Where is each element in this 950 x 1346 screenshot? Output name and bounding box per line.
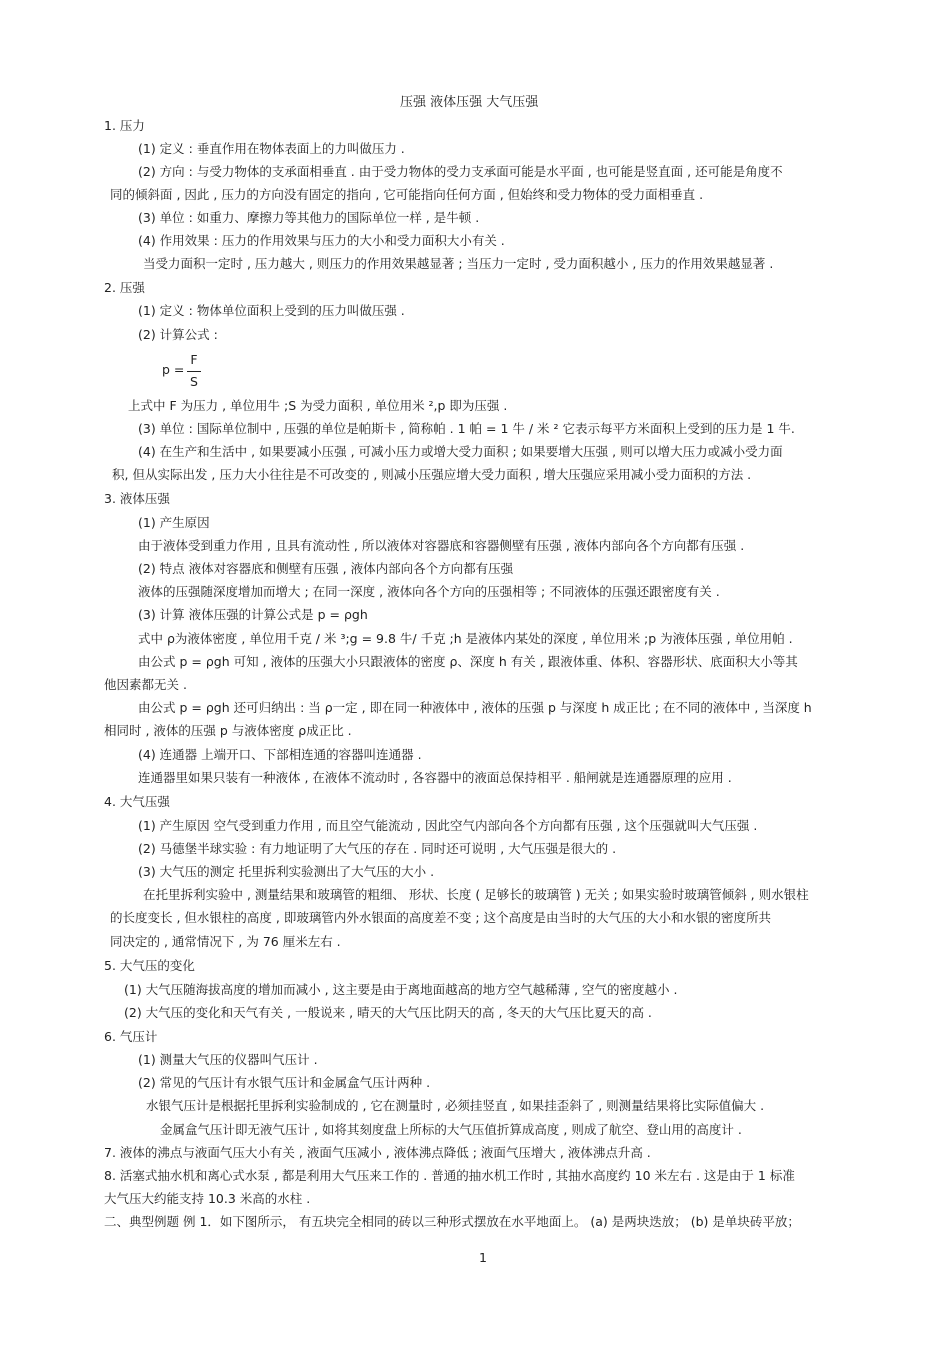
text-line: (2) 常见的气压计有水银气压计和金属盒气压计两种 . (138, 1075, 431, 1090)
text-line: 相同时 , 液体的压强 p 与液体密度 ρ成正比 . (104, 723, 352, 738)
text-line: (1) 测量大气压的仪器叫气压计 . (138, 1052, 318, 1067)
section-heading: 4. 大气压强 (104, 794, 170, 809)
section-heading: 3. 液体压强 (104, 491, 170, 506)
text-line: (1) 产生原因 空气受到重力作用 , 而且空气能流动 , 因此空气内部向各个方向都有压强 , 这个压强就叫大气压强 . (138, 818, 758, 833)
text-line: (2) 计算公式 : (138, 327, 218, 342)
text-line: 由公式 p = ρgh 可知 , 液体的压强大小只跟液体的密度 ρ、深度 h 有关 , 跟液体重、体积、容器形状、底面积大小等其 (138, 654, 798, 669)
text-line: 二、典型例题 例 1．如下图所示， 有五块完全相同的砖以三种形式摆放在水平地面上。 (a) 是两块迭放； (b) 是单块砖平放； (104, 1214, 800, 1229)
text-line: (1) 大气压随海拔高度的增加而减小 , 这主要是由于离地面越高的地方空气越稀薄 , 空气的密度越小 . (124, 982, 678, 997)
text-line: 同决定的 , 通常情况下 , 为 76 厘米左右 . (110, 934, 341, 949)
text-line: (3) 大气压的测定 托里拆利实验测出了大气压的大小 . (138, 864, 435, 879)
fraction-bar (187, 371, 201, 372)
text-line: 积, 但从实际出发 , 压力大小往往是不可改变的 , 则减小压强应增大受力面积 , 增大压强应采用减小受力面积的方法 . (112, 467, 752, 482)
text-line: 由于液体受到重力作用 , 且具有流动性 , 所以液体对容器底和容器侧壁有压强 , 液体内部向各个方向都有压强 . (138, 538, 745, 553)
pressure-formula (162, 352, 222, 392)
formula-numerator: F (190, 352, 198, 367)
page-number: 1 (479, 1250, 487, 1265)
text-line: 在托里拆利实验中 , 测量结果和玻璃管的粗细、 形状、长度 ( 足够长的玻璃管 ) 无关 ; 如果实验时玻璃管倾斜 , 则水银柱 (143, 887, 809, 902)
text-line: 的长度变长 , 但水银柱的高度 , 即玻璃管内外水银面的高度差不变 ; 这个高度是由当时的大气压的大小和水银的密度所共 (110, 910, 772, 925)
text-line: 水银气压计是根据托里拆利实验制成的 , 它在测量时 , 必须挂竖直 , 如果挂歪斜了 , 则测量结果将比实际值偏大 . (146, 1098, 765, 1113)
text-line: 金属盒气压计即无液气压计 , 如将其刻度盘上所标的大气压值折算成高度 , 则成了航空、登山用的高度计 . (160, 1122, 742, 1137)
section-heading: 5. 大气压的变化 (104, 958, 195, 973)
text-line: (1) 定义 : 垂直作用在物体表面上的力叫做压力 . (138, 141, 405, 156)
formula-lhs: p = (162, 362, 185, 377)
text-line: 当受力面积一定时 , 压力越大 , 则压力的作用效果越显著 ; 当压力一定时 , 受力面积越小 , 压力的作用效果越显著 . (143, 256, 774, 271)
text-line: (1) 产生原因 (138, 515, 210, 530)
text-line: 式中 ρ为液体密度 , 单位用千克 / 米 ³;g = 9.8 牛/ 千克 ;h 是液体内某处的深度 , 单位用米 ;p 为液体压强 , 单位用帕 . (138, 631, 793, 646)
section-heading: 2. 压强 (104, 280, 145, 295)
text-line: (4) 作用效果 : 压力的作用效果与压力的大小和受力面积大小有关 . (138, 233, 505, 248)
text-line: (3) 计算 液体压强的计算公式是 p = ρgh (138, 607, 368, 622)
text-line: (2) 马德堡半球实验 : 有力地证明了大气压的存在 . 同时还可说明 , 大气压强是很大的 . (138, 841, 617, 856)
text-line: 大气压大约能支持 10.3 米高的水柱 . (104, 1191, 311, 1206)
text-line: (4) 在生产和生活中 , 如果要减小压强 , 可减小压力或增大受力面积 ; 如果要增大压强 , 则可以增大压力或减小受力面 (138, 444, 783, 459)
text-line: 由公式 p = ρgh 还可归纳出 : 当 ρ一定 , 即在同一种液体中 , 液体的压强 p 与深度 h 成正比 ; 在不同的液体中 , 当深度 h (138, 700, 812, 715)
document-title: 压强 液体压强 大气压强 (400, 95, 539, 110)
text-line: (3) 单位 : 国际单位制中 , 压强的单位是帕斯卡 , 简称帕 . 1 帕 = 1 牛 / 米 ² 它表示每平方米面积上受到的压力是 1 牛. (138, 421, 795, 436)
text-line: (1) 定义 : 物体单位面积上受到的压力叫做压强 . (138, 303, 405, 318)
text-line: 他因素都无关 . (104, 677, 187, 692)
text-line: 同的倾斜面 , 因此 , 压力的方向没有固定的指向 , 它可能指向任何方面 , 但始终和受力物体的受力面相垂直 . (110, 187, 704, 202)
section-heading: 6. 气压计 (104, 1029, 158, 1044)
text-line: 7. 液体的沸点与液面气压大小有关 , 液面气压减小 , 液体沸点降低 ; 液面气压增大 , 液体沸点升高 . (104, 1145, 651, 1160)
text-line: 上式中 F 为压力 , 单位用牛 ;S 为受力面积 , 单位用米 ²,p 即为压强 . (128, 398, 508, 413)
text-line: 连通器里如果只装有一种液体 , 在液体不流动时 , 各容器中的液面总保持相平 . 船闸就是连通器原理的应用 . (138, 770, 732, 785)
text-line: (4) 连通器 上端开口、下部相连通的容器叫连通器 . (138, 747, 422, 762)
section-heading: 1. 压力 (104, 118, 145, 133)
text-line: (2) 特点 液体对容器底和侧壁有压强 , 液体内部向各个方向都有压强 (138, 561, 514, 576)
text-line: (2) 大气压的变化和天气有关 , 一般说来 , 晴天的大气压比阴天的高 , 冬天的大气压比夏天的高 . (124, 1005, 652, 1020)
text-line: 液体的压强随深度增加而增大 ; 在同一深度 , 液体向各个方向的压强相等 ; 不同液体的压强还跟密度有关 . (138, 584, 720, 599)
formula-denominator: S (190, 374, 198, 389)
text-line: (2) 方向 : 与受力物体的支承面相垂直 . 由于受力物体的受力支承面可能是水平面 , 也可能是竖直面 , 还可能是角度不 (138, 164, 783, 179)
text-line: 8. 活塞式抽水机和离心式水泵 , 都是利用大气压来工作的 . 普通的抽水机工作时 , 其抽水高度约 10 米左右 . 这是由于 1 标准 (104, 1168, 795, 1183)
text-line: (3) 单位 : 如重力、摩擦力等其他力的国际单位一样 , 是牛顿 . (138, 210, 480, 225)
